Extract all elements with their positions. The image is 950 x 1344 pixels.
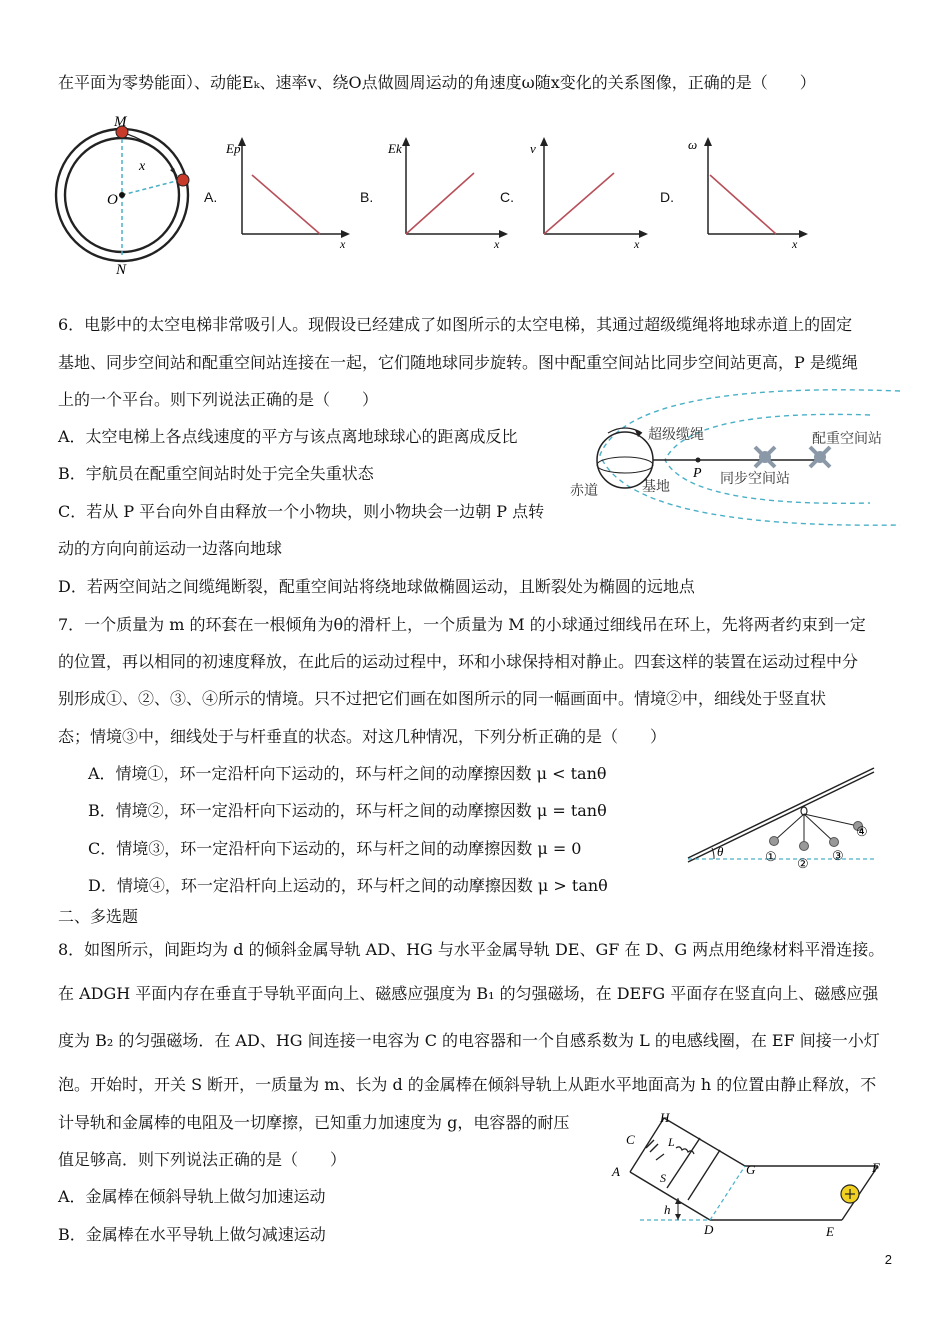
label-P: P (693, 466, 702, 481)
q8-line3: 度为 B₂ 的匀强磁场．在 AD、HG 间连接一电容为 C 的电容器和一个自感系数为 L 的电感线圈，在 EF 间接一小灯 (58, 1031, 880, 1050)
label-counterweight: 配重空间站 (812, 430, 882, 446)
label-N: N (116, 262, 127, 278)
q7-line2: 的位置，再以相同的初速度释放，在此后的运动过程中，环和小球保持相对静止。四套这样的装置在运动过程中分 (58, 652, 859, 671)
page-number: 2 (884, 1252, 892, 1267)
q8-option-b: B．金属棒在水平导轨上做匀减速运动 (58, 1225, 326, 1244)
q8-line6: 值足够高．则下列说法正确的是（ ） (58, 1150, 347, 1169)
graph-c (526, 135, 656, 250)
label-S: S (660, 1171, 666, 1185)
graph-b (386, 135, 516, 250)
q7-line1: 7．一个质量为 m 的环套在一根倾角为θ的滑杆上，一个质量为 M 的小球通过细线吊在环上，先将两者约束到一定 (58, 615, 866, 634)
label-L: L (668, 1135, 675, 1149)
label-sync-station: 同步空间站 (720, 470, 790, 486)
q6-option-c-line2: 动的方向向前运动一边落向地球 (58, 539, 283, 558)
label-x: x (139, 159, 146, 174)
lamp-icon (841, 1185, 859, 1203)
q6-line3: 上的一个平台。则下列说法正确的是（ ） (58, 390, 379, 409)
label-scene-1: ① (765, 849, 777, 864)
q6-option-c-line1: C．若从 P 平台向外自由释放一个小物块，则小物块会一边朝 P 点转 (58, 502, 545, 521)
q7-option-c: C．情境③，环一定沿杆向下运动的，环与杆之间的动摩擦因数 μ = 0 (88, 839, 582, 858)
q6-line2: 基地、同步空间站和配重空间站连接在一起，它们随地球同步旋转。图中配重空间站比同步空间站更高，P 是缆绳 (58, 353, 858, 372)
label-scene-2: ② (797, 856, 809, 871)
q7-option-a: A．情境①，环一定沿杆向下运动的，环与杆之间的动摩擦因数 μ < tanθ (88, 764, 607, 783)
q6-space-elevator-figure (570, 385, 900, 535)
graph-b-option: B. (360, 189, 374, 205)
graph-d-option: D. (660, 189, 674, 205)
label-theta: θ (717, 844, 724, 859)
counterweight-station-icon (810, 447, 830, 467)
q8-line2: 在 ADGH 平面内存在垂直于导轨平面向上、磁感应强度为 B₁ 的匀强磁场，在 DEFG 平面存在竖直向上、磁感应强 (58, 984, 879, 1003)
q7-line4: 态；情境③中，细线处于与杆垂直的状态。对这几种情况，下列分析正确的是（ ） (58, 727, 667, 746)
label-O: O (107, 192, 118, 208)
graph-b-ylabel: Ek (388, 141, 402, 156)
sync-station-icon (755, 447, 775, 467)
label-D: D (704, 1222, 714, 1237)
q8-line1: 8．如图所示，间距均为 d 的倾斜金属导轨 AD、HG 与水平金属导轨 DE、GF 在 D、G 两点用绝缘材料平滑连接。 (58, 940, 885, 959)
label-E: E (826, 1224, 834, 1239)
section-heading: 二、多选题 (58, 907, 139, 926)
label-equator: 赤道 (570, 482, 598, 498)
q6-option-d: D．若两空间站之间缆绳断裂，配重空间站将绕地球做椭圆运动，且断裂处为椭圆的远地点 (58, 577, 695, 596)
q6-line1: 6．电影中的太空电梯非常吸引人。现假设已经建成了如图所示的太空电梯，其通过超级缆绳将地球赤道上的固定 (58, 315, 853, 334)
q8-rail-circuit-figure (610, 1108, 900, 1240)
graph-a-xlabel: x (340, 237, 346, 250)
q7-incline-figure (684, 764, 884, 874)
q6-option-a: A．太空电梯上各点线速度的平方与该点离地球球心的距离成反比 (58, 427, 518, 446)
graph-c-option: C. (500, 189, 514, 205)
graph-c-xlabel: x (634, 237, 640, 250)
q5-stem-tail: 在平面为零势能面）、动能Eₖ、速率v、绕O点做圆周运动的角速度ω随x变化的关系图像，正确的是（ ） (58, 73, 816, 92)
graph-d-ylabel: ω (688, 137, 698, 152)
label-G: G (746, 1162, 756, 1177)
graph-c-ylabel: v (530, 141, 536, 156)
label-scene-3: ③ (832, 848, 844, 863)
label-cable: 超级缆绳 (648, 426, 704, 442)
q8-option-a: A．金属棒在倾斜导轨上做匀加速运动 (58, 1187, 326, 1206)
label-scene-4: ④ (856, 824, 868, 839)
graph-a-ylabel: Ep (226, 141, 241, 156)
q8-line5: 计导轨和金属棒的电阻及一切摩擦，已知重力加速度为 g，电容器的耐压 (58, 1113, 570, 1132)
q7-option-d: D．情境④，环一定沿杆向上运动的，环与杆之间的动摩擦因数 μ > tanθ (88, 876, 608, 895)
q6-option-b: B．宇航员在配重空间站时处于完全失重状态 (58, 464, 374, 483)
q7-option-b: B．情境②，环一定沿杆向下运动的，环与杆之间的动摩擦因数 μ = tanθ (88, 801, 607, 820)
label-F: F (872, 1160, 880, 1175)
label-M: M (114, 114, 127, 130)
graph-a-option: A. (204, 189, 218, 205)
graph-d (688, 135, 818, 250)
label-H: H (660, 1110, 670, 1125)
label-base: 基地 (642, 478, 670, 494)
graph-b-xlabel: x (494, 237, 500, 250)
graph-d-xlabel: x (792, 237, 798, 250)
q7-line3: 别形成①、②、③、④所示的情境。只不过把它们画在如图所示的同一幅画面中。情境②中，细线处于竖直状 (58, 689, 827, 708)
graph-a (226, 135, 356, 250)
q8-line4: 泡。开始时，开关 S 断开，一质量为 m、长为 d 的金属棒在倾斜导轨上从距水平地面高为 h 的位置由静止释放，不 (58, 1075, 877, 1094)
label-C: C (626, 1132, 635, 1147)
label-A: A (612, 1164, 620, 1179)
q5-circle-figure (52, 110, 202, 280)
label-h: h (664, 1202, 671, 1217)
